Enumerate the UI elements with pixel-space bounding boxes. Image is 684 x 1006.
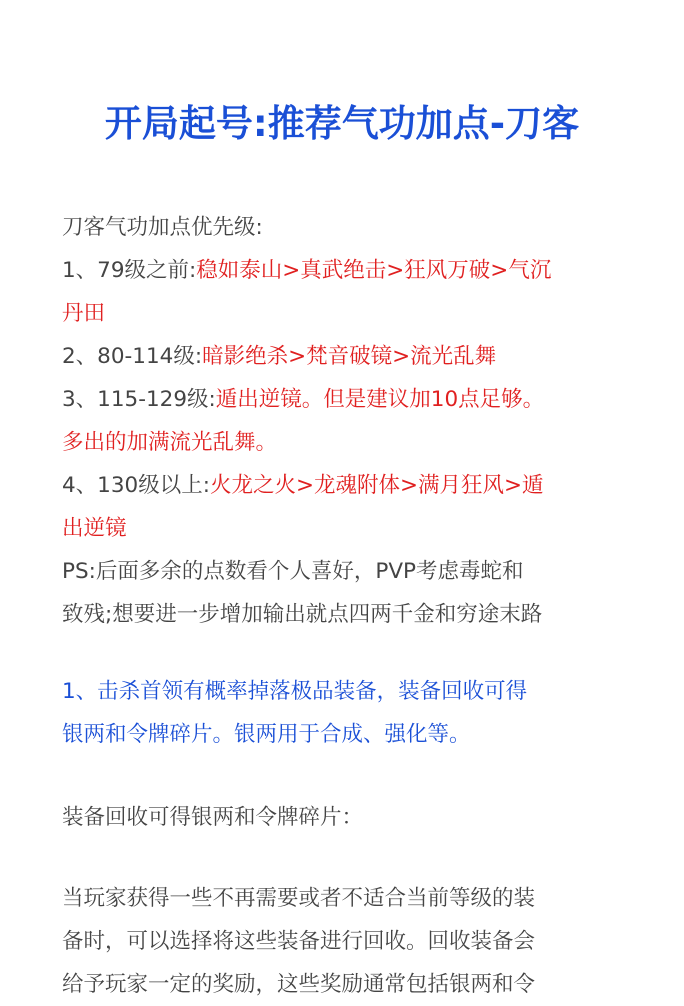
ps-note-line-1: PS:后面多余的点数看个人喜好，PVP考虑毒蛇和 (62, 559, 524, 584)
priority-item-3 (62, 378, 642, 421)
priority-item-1-skills: 稳如泰山>真武绝击>狂风万破>气沉 (196, 258, 552, 283)
priority-item-1-skills-cont: 丹田 (62, 301, 106, 326)
boss-drop-line-1: 1、击杀首领有概率掉落极品装备，装备回收可得 (62, 679, 528, 704)
priority-item-2-skills: 暗影绝杀>梵音破镜>流光乱舞 (202, 344, 497, 369)
priority-item-2 (62, 335, 642, 378)
priority-item-1-label: 1、79级之前: (62, 258, 197, 283)
priority-item-3-skills: 遁出逆镜。但是建议加10点足够。 (215, 387, 545, 412)
recycle-paragraph-line-3: 给予玩家一定的奖励，这些奖励通常包括银两和令 (62, 972, 536, 997)
article-content (62, 206, 642, 1006)
priority-item-4-skills: 火龙之火>龙魂附体>满月狂风>遁 (209, 473, 544, 498)
priority-item-3-skills-cont: 多出的加满流光乱舞。 (62, 430, 278, 455)
recycle-paragraph-line-1: 当玩家获得一些不再需要或者不适合当前等级的装 (62, 886, 536, 911)
priority-item-1 (62, 249, 642, 292)
priority-item-4-skills-cont: 出逆镜 (62, 516, 127, 541)
priority-heading: 刀客气功加点优先级: (62, 215, 263, 240)
priority-item-4 (62, 464, 642, 507)
boss-drop-line-2: 银两和令牌碎片。银两用于合成、强化等。 (62, 722, 471, 747)
priority-item-3-label: 3、115-129级: (62, 387, 216, 412)
recycle-paragraph-line-2: 备时，可以选择将这些装备进行回收。回收装备会 (62, 929, 536, 954)
priority-item-2-label: 2、80-114级: (62, 344, 203, 369)
article-title: 开局起号:推荐气功加点-刀客 (104, 102, 580, 145)
priority-item-4-label: 4、130级以上: (62, 473, 210, 498)
ps-note-line-2: 致残;想要进一步增加输出就点四两千金和穷途末路 (62, 602, 543, 627)
recycle-heading: 装备回收可得银两和令牌碎片： (62, 805, 364, 830)
